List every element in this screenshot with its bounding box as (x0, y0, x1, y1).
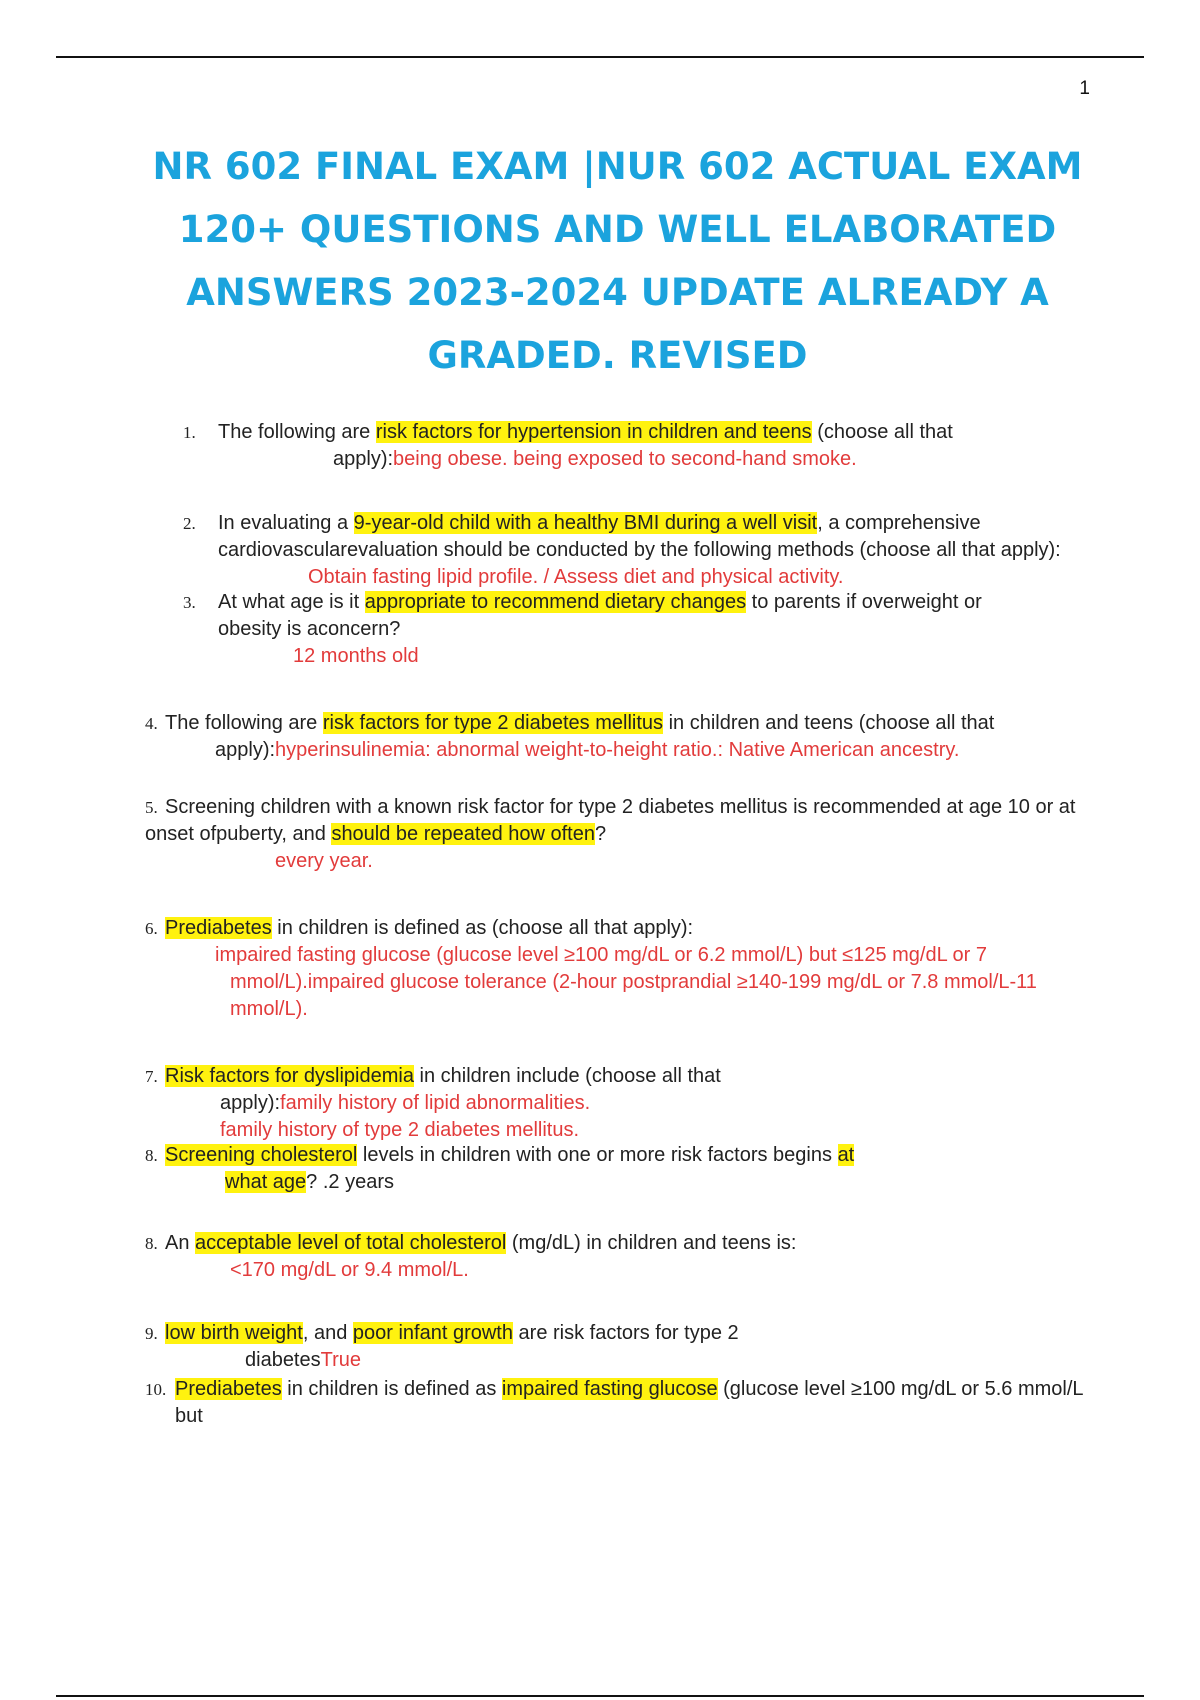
question-number: 8. (145, 1146, 158, 1165)
title-line: NR 602 FINAL EXAM |NUR 602 ACTUAL EXAM (152, 145, 1083, 188)
highlighted-phrase: acceptable level of total cholesterol (195, 1232, 507, 1254)
answer-text: <170 mg/dL or 9.4 mmol/L. (230, 1259, 469, 1281)
question-4 (145, 710, 994, 764)
question-text: (glucose level ≥100 mg/dL or 5.6 mmol/L (717, 1378, 1084, 1400)
question-text: in children is defined as (281, 1378, 502, 1400)
highlighted-phrase: Risk factors for dyslipidemia (165, 1065, 414, 1087)
question-number: 10. (145, 1380, 167, 1399)
question-text: , a comprehensive (817, 512, 981, 534)
question-text: apply): (220, 1092, 281, 1114)
highlighted-phrase: risk factors for type 2 diabetes mellitus (322, 712, 664, 734)
highlighted-phrase: what age (225, 1171, 307, 1193)
highlighted-phrase: Prediabetes (175, 1378, 282, 1400)
question-text: , and (302, 1322, 353, 1344)
highlighted-phrase: 9-year-old child with a healthy BMI during a well visit (353, 512, 818, 534)
question-text: In evaluating a (218, 512, 354, 534)
document-title (60, 135, 1175, 387)
question-text: in children and teens (choose all that (663, 712, 995, 734)
answer-text: hyperinsulinemia: abnormal weight-to-height ratio.: Native American ancestry. (275, 739, 960, 761)
highlighted-phrase: poor infant growth (352, 1322, 513, 1344)
question-text: Screening children with a known risk factor for type 2 diabetes mellitus is recommended at age 10 or at (165, 796, 1076, 818)
question-text: are risk factors for type 2 (513, 1322, 739, 1344)
question-8 (145, 1142, 854, 1196)
question-8b (145, 1230, 797, 1284)
question-text: cardiovascularevaluation should be conducted by the following methods (choose all that apply): (218, 539, 1061, 561)
highlighted-phrase: appropriate to recommend dietary changes (364, 591, 747, 613)
page-number: 1 (1079, 78, 1090, 99)
highlighted-phrase: should be repeated how often (331, 823, 595, 845)
question-number: 7. (145, 1067, 158, 1086)
question-number: 4. (145, 714, 158, 733)
question-number: 1. (183, 423, 196, 442)
answer-text: family history of lipid abnormalities. (280, 1092, 591, 1114)
answer-text: being obese. being exposed to second-hand smoke. (393, 448, 857, 470)
question-number: 2. (183, 514, 196, 533)
answer-text: mmol/L). (230, 998, 308, 1020)
question-text: ? .2 years (306, 1171, 394, 1193)
answer-text: family history of type 2 diabetes mellitus. (220, 1119, 580, 1141)
question-text: An (165, 1232, 196, 1254)
highlighted-phrase: impaired fasting glucose (501, 1378, 718, 1400)
highlighted-phrase: at (837, 1144, 855, 1166)
question-text: ? (594, 823, 607, 845)
question-text: (choose all that (811, 421, 953, 443)
title-line: GRADED. REVISED (427, 334, 808, 377)
question-10 (145, 1376, 1084, 1430)
title-line: 120+ QUESTIONS AND WELL ELABORATED (178, 208, 1057, 251)
question-text: At what age is it (218, 591, 365, 613)
answer-text: every year. (275, 850, 373, 872)
question-number: 3. (183, 593, 196, 612)
top-rule (56, 56, 1144, 58)
question-number: 9. (145, 1324, 158, 1343)
highlighted-phrase: Prediabetes (165, 917, 272, 939)
question-text: in children is defined as (choose all that apply): (271, 917, 694, 939)
question-text: obesity is aconcern? (218, 618, 401, 640)
question-3 (183, 589, 982, 670)
question-text: to parents if overweight or (746, 591, 982, 613)
highlighted-phrase: low birth weight (165, 1322, 303, 1344)
question-1 (183, 419, 953, 473)
answer-text: 12 months old (293, 645, 419, 667)
answer-text: impaired fasting glucose (glucose level ≥100 mg/dL or 6.2 mmol/L) but ≤125 mg/dL or 7 (215, 944, 987, 966)
answer-text: Obtain fasting lipid profile. / Assess diet and physical activity. (308, 566, 844, 588)
question-number: 5. (145, 798, 158, 817)
highlighted-phrase: Screening cholesterol (165, 1144, 358, 1166)
question-text: but (175, 1405, 203, 1427)
answer-text: True (320, 1349, 362, 1371)
question-text: The following are (218, 421, 376, 443)
title-line: ANSWERS 2023-2024 UPDATE ALREADY A (186, 271, 1049, 314)
question-text: apply): (333, 448, 394, 470)
question-text: The following are (165, 712, 323, 734)
question-2 (183, 510, 1061, 591)
bottom-rule (56, 1695, 1144, 1697)
question-text: levels in children with one or more risk factors begins (357, 1144, 838, 1166)
highlighted-phrase: risk factors for hypertension in children and teens (375, 421, 812, 443)
answer-text: mmol/L).impaired glucose tolerance (2-hour postprandial ≥140-199 mg/dL or 7.8 mmol/L-11 (230, 971, 1037, 993)
question-text: onset ofpuberty, and (145, 823, 332, 845)
question-5 (145, 794, 1075, 875)
question-text: in children include (choose all that (413, 1065, 721, 1087)
question-number: 6. (145, 919, 158, 938)
question-text: (mg/dL) in children and teens is: (506, 1232, 797, 1254)
question-number: 8. (145, 1234, 158, 1253)
question-7 (145, 1063, 721, 1144)
question-text: diabetes (245, 1349, 321, 1371)
question-6 (145, 915, 1037, 1023)
question-9 (145, 1320, 739, 1374)
question-text: apply): (215, 739, 276, 761)
